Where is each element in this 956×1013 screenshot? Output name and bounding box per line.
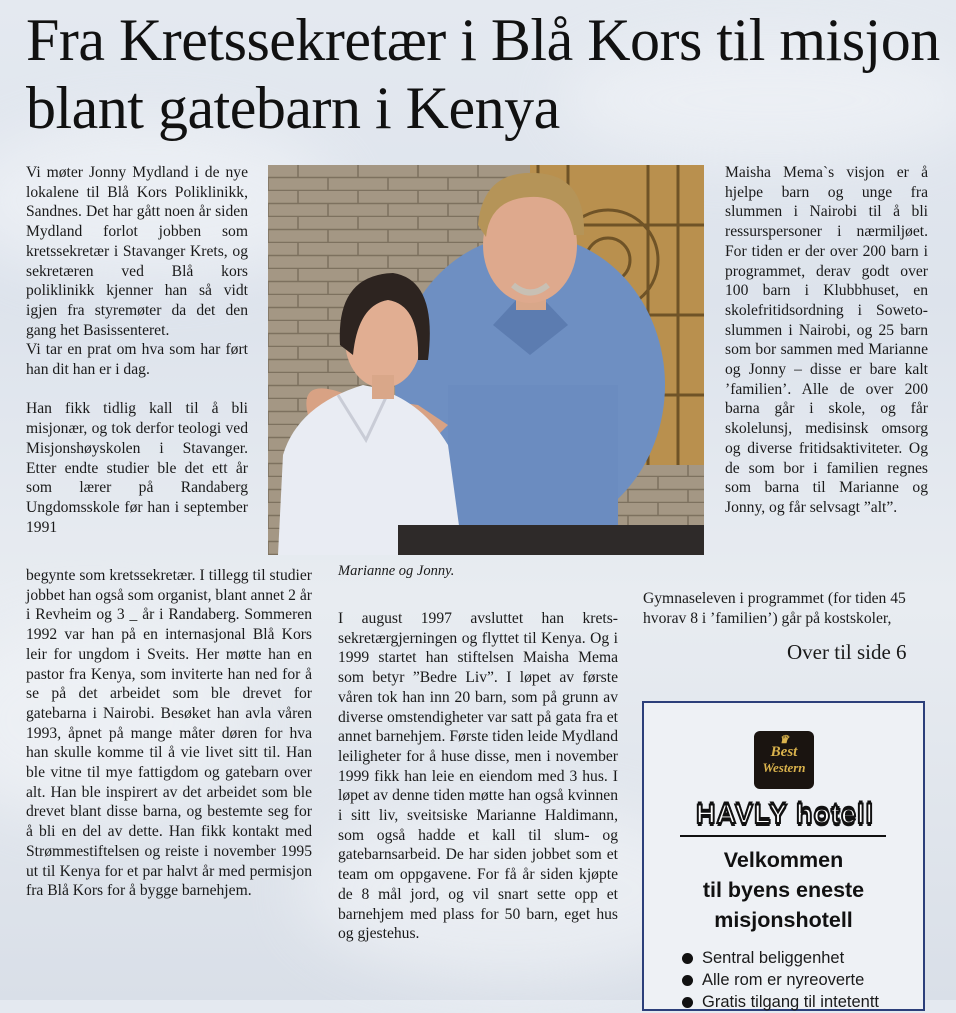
article-column-1-top	[26, 163, 248, 537]
article-column-1-bottom	[26, 566, 312, 901]
article-headline: Fra Kretssekretær i Blå Kors til misjon blant gatebarn i Kenya	[26, 7, 940, 141]
logo-text: Best	[770, 744, 798, 760]
list-item: Gratis tilgang til intetentt	[680, 991, 920, 1013]
list-item: Alle rom er nyreoverte	[680, 969, 920, 991]
hotel-advertisement[interactable]	[642, 701, 925, 1011]
hotel-name-logo: HAVLY hotell	[695, 799, 875, 829]
photo-marianne-and-jonny	[268, 165, 704, 555]
ad-feature-list	[680, 947, 920, 1013]
photo-caption: Marianne og Jonny.	[338, 563, 455, 579]
welcome-line: til byens eneste	[702, 878, 865, 902]
welcome-line: Velkommen	[723, 848, 844, 872]
welcome-line: misjonshotell	[714, 908, 853, 932]
article-column-3	[725, 163, 928, 518]
paragraph: Maisha Mema`s visjon er å hjelpe barn og unge fra slummen i Nairobi til å bli ressurspersoner i nærmiljøet. For tiden er der over 200 barn i programmet, derav godt over 100 barn i Klubbhuset, en skolefritidsordning i Soweto-slummen i Nairobi, og 25 barn som bor sammen med Marianne og Jonny – disse er bare kalt ’familien’. Alle de over 200 barna går i skole, og får skolelunsj, medisinsk omsorg og diverse fritidsaktiviteter. Og de som bor i familien regnes som barna til Marianne og Jonny, og får selvsagt ”alt”.	[725, 164, 928, 516]
best-western-logo	[754, 731, 814, 789]
divider	[680, 835, 886, 837]
paragraph: Gymnaseleven i programmet (for tiden 45 hvorav 8 i ’familien’) går på kostskoler,	[643, 590, 906, 627]
paragraph: begynte som kretssekretær. I tillegg til studier jobbet han også som organist, blant annet 2 år i Revheim og 3 _ år i Randaberg. Sommeren 1992 var han på en internasjonal Blå Kors leir for ungdom i Sveits. Her møtte han en pastor fra Kenya, som inviterte han ned for å se på det arbeidet som ble drevet for gatebarna i Nairobi. Besøket han avla våren 1993, åpnet på mange måter døren for hva han skulle komme til å vie livet sitt til. Han ble vitne til mye fattigdom og gatebarn over alt. Han ble inspirert av det arbeidet som ble drevet blant disse barna, og bestemte seg for å bli en del av dette. Han fikk kontakt med Strømmestiftelsen og reiste i november 1995 ut til Kenya for et par halvt år med permisjon fra Blå Kors for å bygge barnehjem.	[26, 567, 312, 900]
paragraph: Vi møter Jonny Mydland i de nye lokalene til Blå Kors Poliklinikk, Sandnes. Det har gått noen år siden Mydland forlot jobben som kretssekretær i Stavanger Krets, og sekretæren ved Blå kors poliklinikk kjenner han så vidt igjen fra styremøter da det den gang het Basissenteret.	[26, 164, 248, 339]
paragraph: Han fikk tidlig kall til å bli misjonær, og tok derfor teologi ved Misjonshøyskolen i Stavanger. Etter endte studier ble det ett år som lærer på Randaberg Ungdomsskole før han i september 1991	[26, 400, 248, 536]
paragraph: Vi tar en prat om hva som har ført han dit han er i dag.	[26, 341, 248, 379]
paragraph: I august 1997 avsluttet han krets-sekretærgjerningen og flyttet til Kenya. Og i 1999 startet han stiftelsen Maisha Mema som betyr ”Bedre Liv”. I løpet av første våren tok han inn 20 barn, som på grunn av diverse omstendigheter var satt på gata fra et annet barnehjem. Første tiden leide Mydland leiligheter for å huse disse, men i november 1999 fikk han leie en eiendom med 3 hus. I løpet av denne tiden møtte han også kvinnen i sitt liv, sveitsiske Marianne Haldimann, som også hadde et kall til slum- og gatebarnsarbeid. De har siden jobbet som et team om oppgavene. For få år siden kjøpte de 8 mål jord, og vil snart sette opp et barnehjem med plass for 50 barn, eget hus og gjestehus.	[338, 610, 618, 943]
continued-on-page-note: Over til side 6	[787, 640, 907, 664]
logo-text: Western	[762, 760, 806, 775]
article-column-2	[338, 609, 618, 944]
list-item: Sentral beliggenhet	[680, 947, 920, 969]
ad-welcome-text	[644, 845, 923, 935]
crown-icon: ♛	[779, 734, 789, 746]
article-column-3-bottom	[643, 589, 927, 628]
